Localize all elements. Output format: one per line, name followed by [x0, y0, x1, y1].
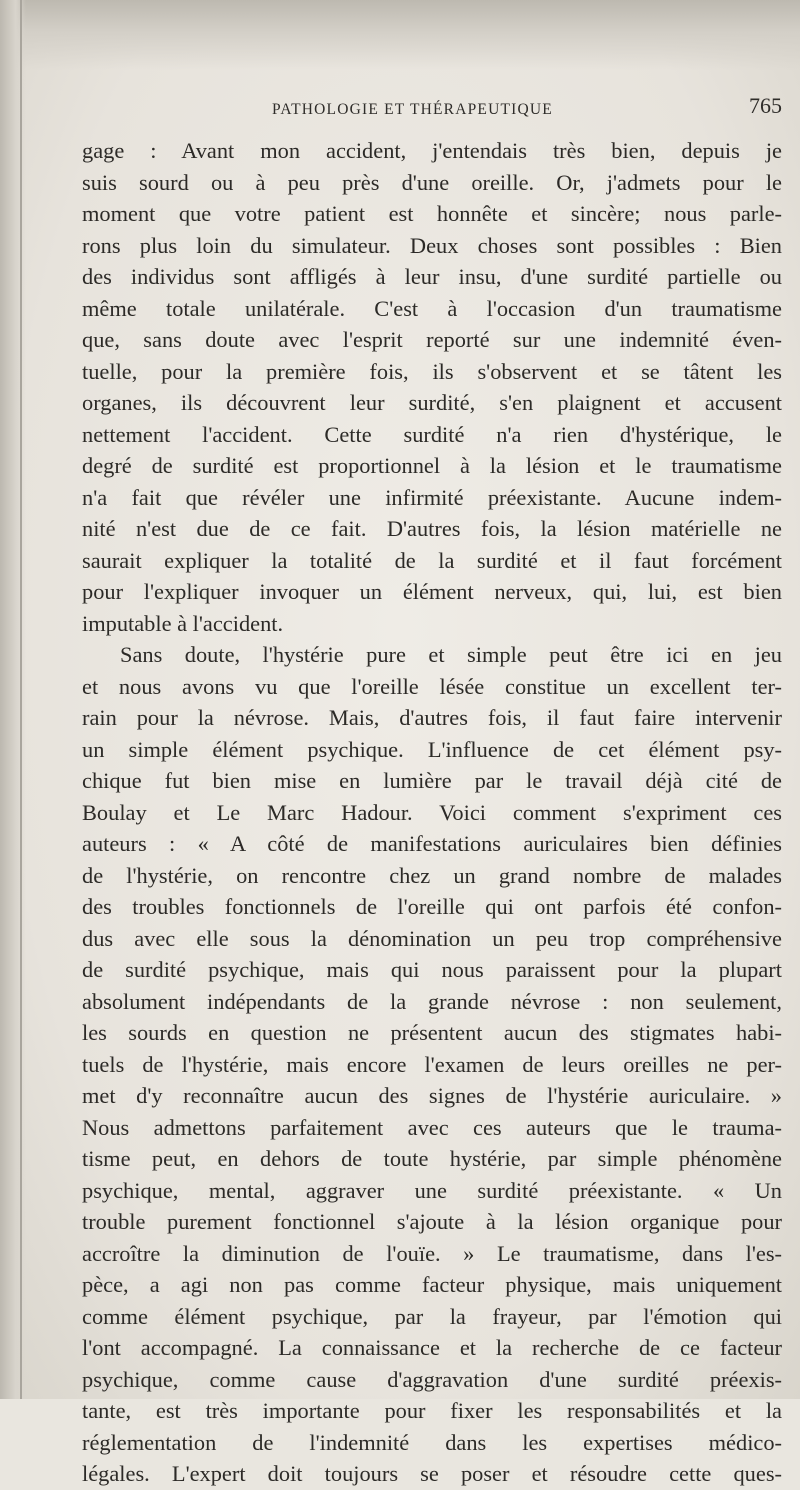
- text-line: de l'hystérie, on rencontre chez un grand nombre de malades: [82, 862, 782, 888]
- text-line: un simple élément psychique. L'influence de cet élément psy-: [82, 736, 782, 762]
- text-line: des individus sont affligés à leur insu, d'une surdité partielle ou: [82, 264, 782, 289]
- text-line: accroître la diminution de l'ouïe. » Le traumatisme, dans l'es-: [82, 1240, 782, 1266]
- text-line: tante, est très importante pour fixer les responsabilités et la: [82, 1398, 782, 1423]
- text-line: et nous avons vu que l'oreille lésée constitue un excellent ter-: [82, 673, 782, 699]
- text-line: gage : Avant mon accident, j'entendais très bien, depuis je: [82, 138, 782, 163]
- text-line: organes, ils découvrent leur surdité, s'en plaignent et accusent: [82, 390, 782, 415]
- text-line: même totale unilatérale. C'est à l'occasion d'un traumatisme: [82, 295, 782, 321]
- text-line: imputable à l'accident.: [82, 610, 284, 636]
- text-line: dus avec elle sous la dénomination un peu trop compréhensive: [82, 925, 782, 951]
- text-line: tisme peut, en dehors de toute hystérie, par simple phénomène: [82, 1146, 782, 1171]
- scan-left-edge: [0, 0, 26, 1399]
- text-line: nité n'est due de ce fait. D'autres fois, la lésion matérielle ne: [82, 516, 782, 541]
- text-line: moment que votre patient est honnête et sincère; nous parle-: [82, 201, 782, 226]
- text-line: saurait expliquer la totalité de la surdité et il faut forcément: [82, 547, 782, 573]
- binding-rule: [20, 0, 22, 1399]
- text-line: absolument indépendants de la grande névrose : non seulement,: [82, 988, 782, 1014]
- text-line: tuelle, pour la première fois, ils s'observent et se tâtent les: [82, 358, 782, 384]
- scan-top-shadow: [0, 0, 800, 70]
- text-line: tuels de l'hystérie, mais encore l'examen de leurs oreilles ne per-: [82, 1051, 782, 1077]
- text-line: rons plus loin du simulateur. Deux choses sont possibles : Bien: [82, 232, 782, 258]
- text-line: Boulay et Le Marc Hadour. Voici comment s'expriment ces: [82, 799, 782, 825]
- text-line: chique fut bien mise en lumière par le travail déjà cité de: [82, 768, 782, 793]
- text-line: des troubles fonctionnels de l'oreille qui ont parfois été confon-: [82, 894, 782, 919]
- text-line: nettement l'accident. Cette surdité n'a rien d'hystérique, le: [82, 421, 782, 447]
- text-line: pour l'expliquer invoquer un élément nerveux, qui, lui, est bien: [82, 579, 782, 604]
- text-line: l'ont accompagné. La connaissance et la recherche de ce facteur: [82, 1335, 782, 1360]
- text-line: rain pour la névrose. Mais, d'autres fois, il faut faire intervenir: [82, 705, 782, 730]
- running-title: PATHOLOGIE ET THÉRAPEUTIQUE: [272, 101, 553, 118]
- text-line: degré de surdité est proportionnel à la lésion et le traumatisme: [82, 453, 782, 478]
- text-line: suis sourd ou à peu près d'une oreille. Or, j'admets pour le: [82, 169, 782, 195]
- paragraph: [82, 639, 782, 1490]
- text-line: psychique, mental, aggraver une surdité préexistante. « Un: [82, 1177, 782, 1203]
- page-number: 765: [749, 93, 782, 118]
- text-line: trouble purement fonctionnel s'ajoute à la lésion organique pour: [82, 1209, 782, 1234]
- paragraph: [82, 135, 782, 639]
- text-line: que, sans doute avec l'esprit reporté sur une indemnité éven-: [82, 327, 782, 352]
- text-line: légales. L'expert doit toujours se poser et résoudre cette ques-: [82, 1461, 782, 1486]
- text-line: auteurs : « A côté de manifestations auriculaires bien définies: [82, 831, 782, 856]
- text-line: les sourds en question ne présentent aucun des stigmates habi-: [82, 1020, 782, 1045]
- text-line: n'a fait que révéler une infirmité préexistante. Aucune indem-: [82, 484, 782, 510]
- text-line: psychique, comme cause d'aggravation d'une surdité préexis-: [82, 1366, 782, 1392]
- text-line: réglementation de l'indemnité dans les expertises médico-: [82, 1429, 782, 1455]
- page-header: [82, 93, 782, 127]
- text-line: Nous admettons parfaitement avec ces auteurs que le trauma-: [82, 1114, 782, 1140]
- text-line: comme élément psychique, par la frayeur, par l'émotion qui: [82, 1303, 782, 1329]
- text-line: pèce, a agi non pas comme facteur physique, mais uniquement: [82, 1272, 782, 1297]
- body-text: [82, 135, 782, 1490]
- text-line: Sans doute, l'hystérie pure et simple peut être ici en jeu: [120, 642, 782, 667]
- text-line: de surdité psychique, mais qui nous paraissent pour la plupart: [82, 957, 782, 982]
- text-line: met d'y reconnaître aucun des signes de l'hystérie auriculaire. »: [82, 1083, 782, 1108]
